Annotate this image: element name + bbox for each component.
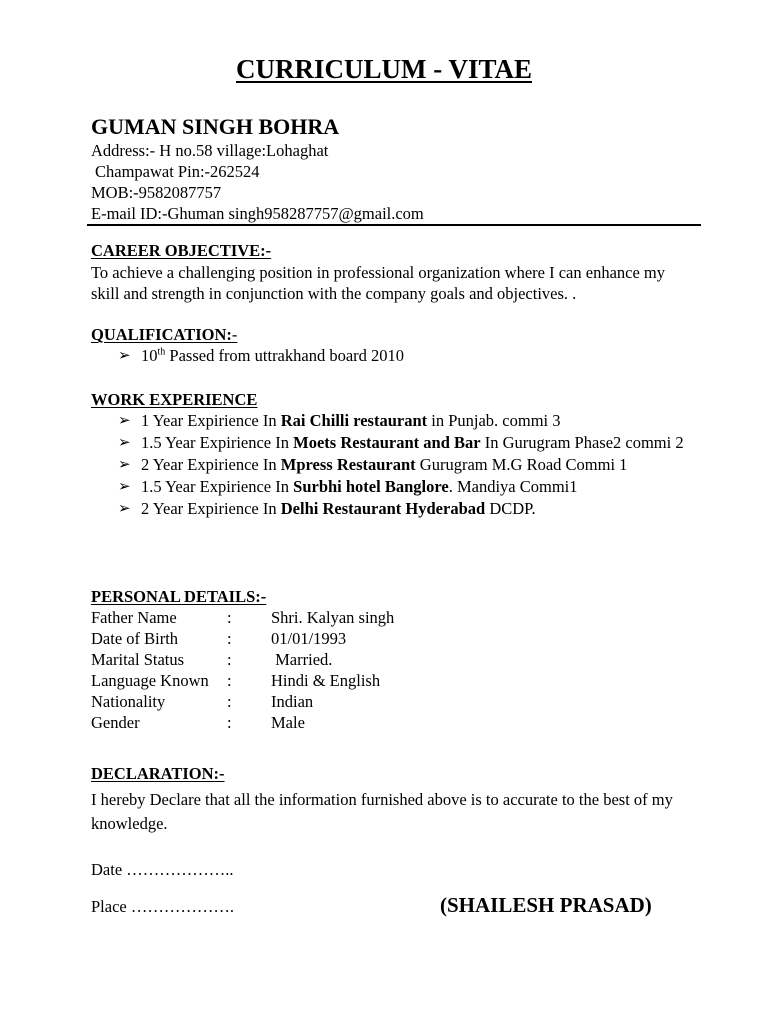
qualification-heading-label: QUALIFICATION: xyxy=(91,325,232,344)
career-objective-heading: CAREER OBJECTIVE:- xyxy=(91,241,272,260)
work-item-employer: Surbhi hotel Banglore xyxy=(293,477,449,496)
work-item-employer: Delhi Restaurant Hyderabad xyxy=(280,499,486,518)
arrow-bullet-icon: ➢ xyxy=(118,348,131,364)
place-line: Place ………………. xyxy=(91,897,234,916)
work-item-employer: Rai Chilli restaurant xyxy=(280,411,428,430)
detail-value: Hindi & English xyxy=(271,671,381,690)
detail-label: Father Name xyxy=(91,608,177,627)
signature-name: (SHAILESH PRASAD) xyxy=(440,893,652,917)
work-item-text: In Gurugram Phase2 commi 2 xyxy=(480,433,684,452)
detail-label: Marital Status xyxy=(91,650,185,669)
work-item-text: in Punjab. commi 3 xyxy=(427,411,561,430)
detail-separator: : xyxy=(227,629,232,648)
work-item-text: 1.5 Year Expirience In xyxy=(141,477,294,496)
detail-separator: : xyxy=(227,692,232,711)
qualification-list xyxy=(118,345,701,367)
work-item-text: 1.5 Year Expirience In xyxy=(141,433,294,452)
candidate-name: GUMAN SINGH BOHRA xyxy=(91,114,340,139)
work-item-text: 1 Year Expirience In xyxy=(141,411,281,430)
work-experience-item xyxy=(118,476,701,498)
arrow-bullet-icon: ➢ xyxy=(118,413,131,429)
work-item-employer: Moets Restaurant and Bar xyxy=(293,433,481,452)
pin-line: Champawat Pin:-262524 xyxy=(95,162,260,181)
detail-value: Married. xyxy=(271,650,333,669)
detail-label: Gender xyxy=(91,713,140,732)
detail-value: Shri. Kalyan singh xyxy=(271,608,395,627)
personal-details-heading: PERSONAL DETAILS:- xyxy=(91,587,267,606)
detail-label: Date of Birth xyxy=(91,629,179,648)
mobile-line: MOB:-9582087757 xyxy=(91,183,222,202)
work-item-text: Gurugram M.G Road Commi 1 xyxy=(415,455,628,474)
work-experience-heading: WORK EXPERIENCE xyxy=(91,390,258,409)
arrow-bullet-icon: ➢ xyxy=(118,501,131,517)
work-item-text: 2 Year Expirience In xyxy=(141,455,281,474)
work-experience-list xyxy=(118,410,701,520)
detail-separator: : xyxy=(227,608,232,627)
work-experience-item xyxy=(118,410,701,432)
detail-value: Male xyxy=(271,713,305,732)
work-experience-item xyxy=(118,454,701,476)
detail-separator: : xyxy=(227,671,232,690)
qualification-heading-tail: - xyxy=(231,325,238,344)
career-objective-text: To achieve a challenging position in professional organization where I can enhance my skill and strength in conjunction with the company goals and objectives. . xyxy=(91,263,666,303)
qualification-heading xyxy=(91,324,237,345)
declaration-heading: DECLARATION:- xyxy=(91,764,225,783)
detail-value: 01/01/1993 xyxy=(271,629,347,648)
contact-block xyxy=(91,140,424,224)
header-divider xyxy=(87,224,701,226)
detail-value: Indian xyxy=(271,692,314,711)
work-item-employer: Mpress Restaurant xyxy=(280,455,416,474)
date-line: Date ……………….. xyxy=(91,860,234,879)
work-experience-item xyxy=(118,432,701,454)
address-line: Address:- H no.58 village:Lohaghat xyxy=(91,141,329,160)
arrow-bullet-icon: ➢ xyxy=(118,435,131,451)
work-item-text: 2 Year Expirience In xyxy=(141,499,281,518)
detail-label: Nationality xyxy=(91,692,166,711)
email-line: E-mail ID:-Ghuman singh958287757@gmail.com xyxy=(91,204,424,223)
detail-separator: : xyxy=(227,650,232,669)
detail-separator: : xyxy=(227,713,232,732)
work-experience-item xyxy=(118,498,701,520)
work-item-text: DCDP. xyxy=(485,499,536,518)
document-title: CURRICULUM - VITAE xyxy=(235,54,532,84)
qualification-rest: Passed from uttrakhand board 2010 xyxy=(165,346,405,365)
declaration-text: I hereby Declare that all the information furnished above is to accurate to the best of my knowledge. xyxy=(91,790,673,833)
qualification-num: 10 xyxy=(141,346,158,365)
qualification-sup: th xyxy=(157,346,166,358)
work-item-text: . Mandiya Commi1 xyxy=(448,477,578,496)
detail-label: Language Known xyxy=(91,671,209,690)
arrow-bullet-icon: ➢ xyxy=(118,457,131,473)
qualification-item xyxy=(118,345,701,367)
arrow-bullet-icon: ➢ xyxy=(118,479,131,495)
